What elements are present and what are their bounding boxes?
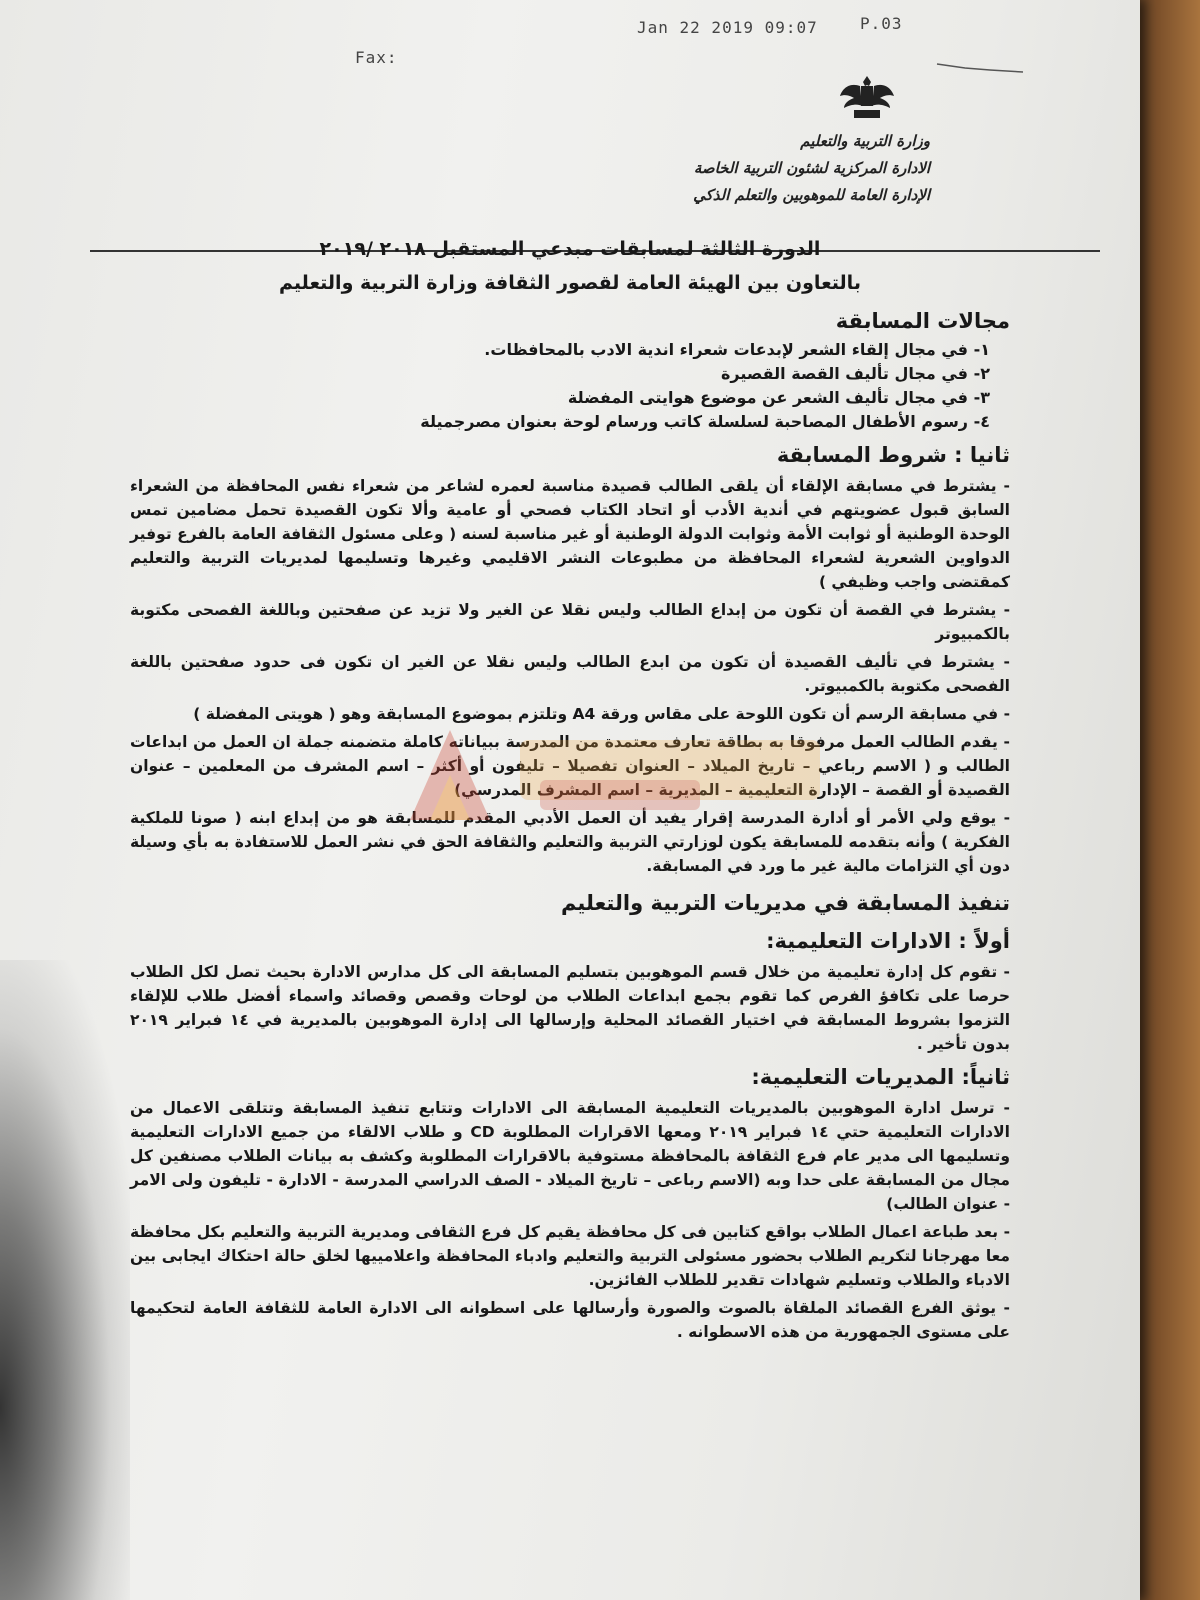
general-admin-name: الإدارة العامة للموهوبين والتعلم الذكي [693,186,930,204]
central-admin-name: الادارة المركزية لشئون التربية الخاصة [693,159,930,177]
document-title: الدورة الثالثة لمسابقات مبدعي المستقبل ٢٠١٨ /٢٠١٩ [319,238,821,260]
condition-paragraph: - يقدم الطالب العمل مرفوقا به بطاقة تعارف معتمدة من المدرسة ببياناته كاملة متضمنه جملة ان العمل من ابداعات الطالب و ( الاسم رباعي – تاريخ الميلاد – العنوان تفصيلا – تليفون أو أكثر – اسم المشرف من المعلمين – عنوان القصيدة أو القصة – الإدارة التعليمية – المديرية – اسم المشرف المدرسي) [130,733,1010,799]
fields-list [130,338,1010,434]
admins-paragraph: - تقوم كل إدارة تعليمية من خلال قسم الموهوبين بتسليم المسابقة الى كل مدارس الادارة بحيث تصل لكل الطلاب حرصا على تكافؤ الفرص كما تقوم بجمع ابداعات الطلاب من لوحات وقصص وقصائد واسماء أفضل طلاب للإلقاء التزموا بشروط المسابقة في اختيار القصائد المحلية وإرسالها الى إدارة الموهوبين بالمديرية في ١٤ فبراير ٢٠١٩ بدون تأخير . [130,963,1011,1053]
eagle-emblem-icon [838,72,896,122]
list-item: ١- في مجال إلقاء الشعر لإبدعات شعراء اندية الادب بالمحافظات. [484,340,990,359]
fax-date: Jan 22 2019 09:07 [637,18,818,37]
condition-paragraph: - يشترط في تأليف القصيدة أن تكون من ابدع الطالب وليس نقلا عن الغير ان تكون فى حدود صفحتين باللغة الفصحى مكتوبة بالكمبيوتر. [130,653,1010,695]
scribble-mark [935,60,1025,74]
list-item: ٣- في مجال تأليف الشعر عن موضوع هوايتى المفضلة [567,388,990,407]
condition-paragraph: - يشترط في مسابقة الإلقاء أن يلقى الطالب قصيدة مناسبة لعمره لشاعر من شعراء نفس المحافظة من الشعراء السابق قبول عضويتهم في أندية الأدب أو اتحاد الكتاب فصحي أو عامية وألا تكون القصيدة تحمل مضامين تمس الوحدة الوطنية أو ثوابت الأمة وثوابت الدولة الوطنية أو غير مناسبة لسنه ( وعلى مسئول الثقافة العامة بالفرع توفير الدواوين الشعرية لشعراء المحافظة من مطبوعات النشر الاقليمي وغيرها وتسليمها لمديريات التربية والتعليم كمقتضى واجب وظيفي ) [130,477,1010,591]
execution-heading: تنفيذ المسابقة في مديريات التربية والتعليم [560,891,1010,915]
condition-paragraph: - يشترط في القصة أن تكون من إبداع الطالب وليس نقلا عن الغير ولا تزيد عن صفحتين وباللغة الفصحى مكتوبة بالكمبيوتر [130,601,1010,643]
directorate-paragraph: - بعد طباعة اعمال الطلاب بواقع كتابين فى كل محافظة يقيم كل فرع الثقافى ومديرية التربية والتعليم بكل محافظة معا مهرجانا لتكريم الطلاب بحضور مسئولى التربية والتعليم وادباء المحافظة واعلامييها لخلق حالة احتكاك ايجابى بين الادباء والطلاب وتسليم شهادات تقدير للطلاب الفائزين. [130,1223,1010,1289]
list-item: ٢- في مجال تأليف القصة القصيرة [720,364,990,383]
directorates-heading: ثانياً: المديريات التعليمية: [751,1065,1010,1089]
ministry-name: وزارة التربية والتعليم [800,132,930,150]
conditions-heading: ثانيا : شروط المسابقة [776,443,1010,467]
fax-page-number: P.03 [860,14,903,33]
fields-heading: مجالات المسابقة [835,309,1010,333]
directorate-paragraph: - ترسل ادارة الموهوبين بالمديريات التعليمية المسابقة الى الادارات وتتابع تنفيذ المسابقة وتتلقى الاعمال من الادارات التعليمية حتي ١٤ فبراير ٢٠١٩ ومعها الاقرارات المطلوبة CD و طلاب الالقاء من جميع الادارات التعليمية وتسليمها الى مدير عام فرع الثقافة بالمحافظة مستوفية بالاقرارات المطلوبة وكشف به بيانات الطلاب مصنفين كل مجال من المسابقة على حدا وبه (الاسم رباعى – تاريخ الميلاد - الصف الدراسي المدرسة - الادارة - تليفون ولى الامر - عنوان الطالب) [130,1099,1010,1213]
page-shadow [0,960,130,1600]
ministry-header [570,128,930,209]
admins-heading: أولاً : الادارات التعليمية: [766,929,1010,953]
directorate-paragraph: - يوثق الفرع القصائد الملقاة بالصوت والصورة وأرسالها على اسطوانه الى الادارة العامة للثقافة العامة لتحكيمها على مستوى الجمهورية من هذه الاسطوانه . [130,1299,1010,1341]
condition-paragraph: - في مسابقة الرسم أن تكون اللوحة على مقاس ورقة A4 وتلتزم بموضوع المسابقة وهو ( هويتى المفضلة ) [193,705,1010,723]
list-item: ٤- رسوم الأطفال المصاحبة لسلسلة كاتب ورسام لوحة بعنوان مصرجميلة [420,412,990,431]
document-subtitle: بالتعاون بين الهيئة العامة لقصور الثقافة وزارة التربية والتعليم [279,272,861,294]
fax-label: Fax: [355,48,398,67]
condition-paragraph: - يوقع ولي الأمر أو أدارة المدرسة إقرار يفيد أن العمل الأدبي المقدم للمسابقة هو من إبداع ابنه ( صونا للملكية الفكرية ) وأنه بتقدمه للمسابقة يكون لوزارتي التربية والتعليم والثقافة الحق في نشر العمل للاستفادة به بأي وسيلة دون أي التزامات مالية غير ما ورد في المسابقة. [130,809,1010,875]
watermark-logo [390,720,850,830]
